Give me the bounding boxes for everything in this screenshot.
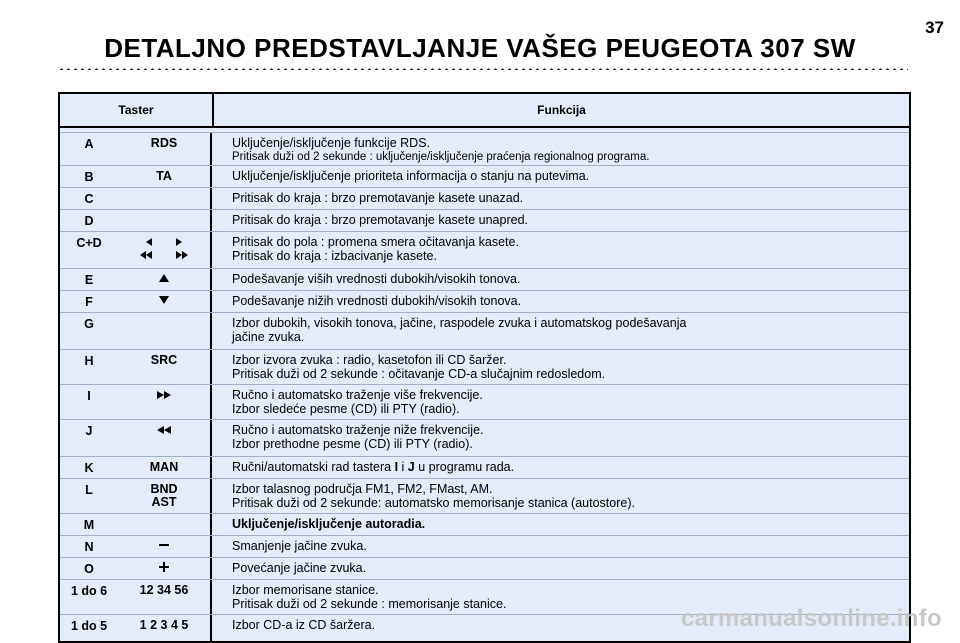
button-label: TA [118, 166, 212, 187]
table-row [60, 513, 909, 535]
table-row [60, 384, 909, 419]
button-label [118, 514, 212, 535]
function-text: Izbor talasnog područja FM1, FM2, FMast, AM. Pritisak duži od 2 sekunde: automatsko memorisanje stanica (autostore). [232, 482, 635, 510]
function-text: Izbor dubokih, visokih tonova, jačine, raspodele zvuka i automatskog podešavanja jačine zvuka. [232, 316, 687, 344]
key-label: L [85, 483, 93, 497]
down-triangle-icon [118, 291, 212, 312]
table-row [60, 231, 909, 268]
function-text: Uključenje/isključenje funkcije RDS. Pritisak duži od 2 sekunde : uključenje/isključenje praćenja regionalnog programa. [232, 136, 650, 163]
key-label: C [84, 192, 94, 206]
button-label: RDS [118, 133, 212, 165]
function-text: Izbor izvora zvuka : radio, kasetofon ili CD šaržer. Pritisak duži od 2 sekunde : očitavanje CD-a slučajnim redosledom. [232, 353, 606, 381]
page-title: DETALJNO PREDSTAVLJANJE VAŠEG PEUGEOTA 307 SW [104, 33, 856, 63]
table-header [60, 94, 909, 128]
function-text: Ručno i automatsko traženje više frekvencije. Izbor sledeće pesme (CD) ili PTY (radio). [232, 388, 483, 416]
key-label: O [84, 562, 94, 576]
key-label: I [87, 389, 91, 403]
dotted-divider [58, 68, 908, 70]
function-text: Pritisak do kraja : brzo premotavanje kasete unapred. [232, 213, 528, 227]
button-label [118, 210, 212, 231]
button-label: SRC [118, 350, 212, 384]
function-text: Uključenje/isključenje autoradia. [232, 517, 426, 531]
function-text: Podešavanje nižih vrednosti dubokih/visokih tonova. [232, 294, 522, 308]
function-text: Povećanje jačine zvuka. [232, 561, 367, 575]
function-text: Izbor memorisane stanice. Pritisak duži od 2 sekunde : memorisanje stanice. [232, 583, 507, 611]
function-text: Uključenje/isključenje prioriteta informacija o stanju na putevima. [232, 169, 590, 183]
table-row [60, 349, 909, 384]
button-label: BND AST [118, 479, 212, 513]
table-row [60, 419, 909, 456]
key-label: N [84, 540, 94, 554]
key-label: K [84, 461, 94, 475]
button-label [118, 313, 212, 349]
button-label: 12 34 56 [118, 580, 212, 614]
table-row [60, 290, 909, 312]
function-text: Ručno i automatsko traženje niže frekvencije. Izbor prethodne pesme (CD) ili PTY (radio). [232, 423, 484, 451]
page-number: 37 [925, 18, 944, 37]
button-label: MAN [118, 457, 212, 478]
function-text: Izbor CD-a iz CD šaržera. [232, 618, 376, 632]
up-triangle-icon [118, 269, 212, 290]
table-row [60, 132, 909, 165]
key-label: G [84, 317, 94, 331]
button-label: 1 2 3 4 5 [118, 615, 212, 641]
table-row [60, 557, 909, 579]
function-text: Ručni/automatski rad tastera I i J u programu rada. [232, 460, 515, 474]
table-row [60, 312, 909, 349]
watermark: carmanualsonline.info [680, 605, 942, 632]
key-label: A [84, 137, 94, 151]
plus-icon [118, 558, 212, 579]
rewind-icon [118, 420, 212, 456]
key-label: F [85, 295, 93, 309]
key-label: D [84, 214, 94, 228]
function-text: Pritisak do kraja : brzo premotavanje kasete unazad. [232, 191, 524, 205]
table-row [60, 535, 909, 557]
left-right-arrows-icon [118, 232, 212, 268]
key-label: 1 do 6 [70, 584, 108, 598]
key-label: 1 do 5 [70, 619, 108, 633]
minus-icon [118, 536, 212, 557]
function-text: Smanjenje jačine zvuka. [232, 539, 367, 553]
key-label: M [83, 518, 95, 532]
key-label: J [85, 424, 93, 438]
table-row [60, 209, 909, 231]
table-row [60, 456, 909, 478]
table-row [60, 478, 909, 513]
button-label [118, 188, 212, 209]
function-table [58, 92, 911, 643]
function-text: Pritisak do pola : promena smera očitavanja kasete. Pritisak do kraja : izbacivanje kasete. [232, 235, 519, 263]
table-row [60, 187, 909, 209]
table-row [60, 268, 909, 290]
header-taster: Taster [60, 94, 214, 126]
key-label: H [84, 354, 94, 368]
fast-forward-icon [118, 385, 212, 419]
key-label: B [84, 170, 94, 184]
key-label: C+D [76, 236, 102, 250]
header-funkcija: Funkcija [537, 103, 586, 117]
table-row [60, 165, 909, 187]
key-label: E [84, 273, 94, 287]
function-text: Podešavanje viših vrednosti dubokih/visokih tonova. [232, 272, 521, 286]
